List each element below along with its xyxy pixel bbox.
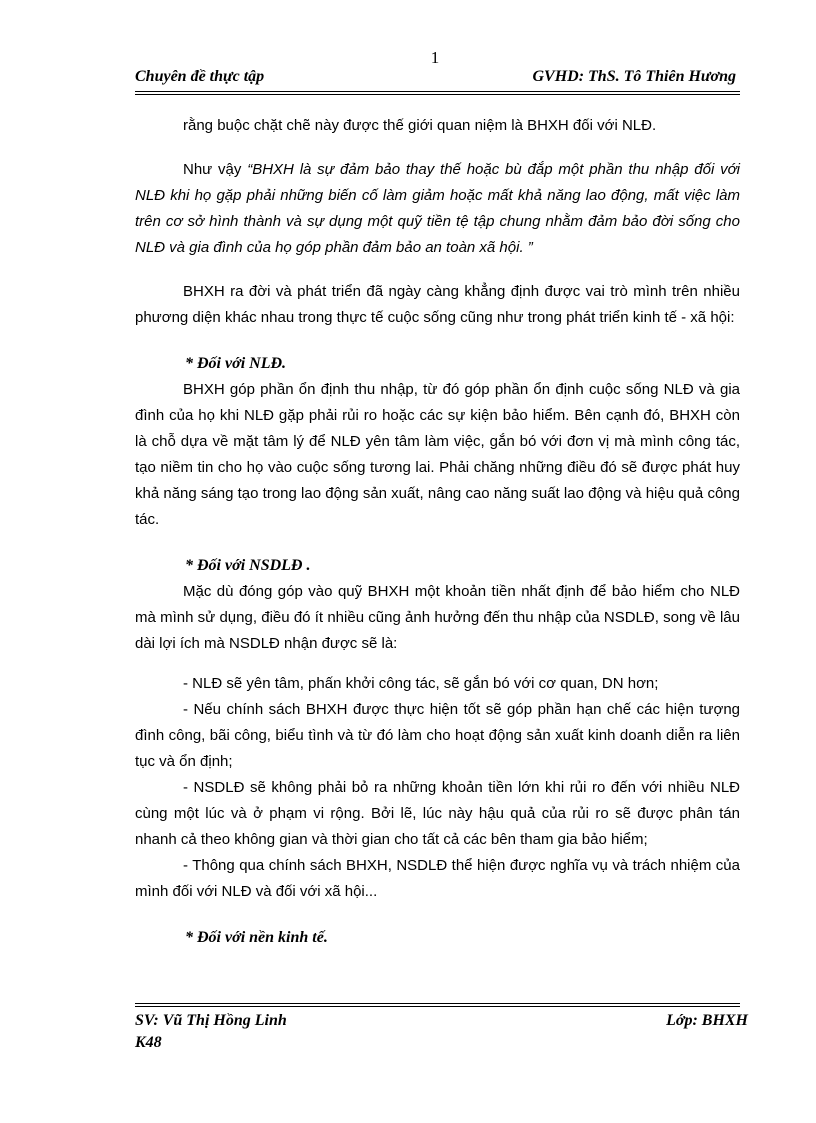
footer-cohort: K48 (135, 1034, 162, 1051)
footer-class: Lớp: BHXH (666, 1012, 748, 1029)
heading-nld: * Đối với NLĐ. (185, 355, 287, 372)
paragraph-2-prefix: Như vậy (183, 161, 248, 178)
paragraph-1: rằng buộc chặt chẽ này được thế giới quan niệm là BHXH đối với NLĐ. (183, 117, 657, 134)
header-rule-top (135, 91, 740, 92)
heading-economy: * Đối với nền kinh tế. (185, 929, 328, 946)
footer-rule-top (135, 1003, 740, 1004)
header-rule-bottom (135, 94, 740, 95)
heading-nsdld: * Đối với NSDLĐ . (185, 557, 311, 574)
footer-student: SV: Vũ Thị Hồng Linh (135, 1012, 287, 1029)
bullet-4: - Thông qua chính sách BHXH, NSDLĐ thể hiện được nghĩa vụ và trách nhiệm của mình đối với NLĐ và đối với xã hội... (135, 857, 740, 900)
document-body (135, 113, 740, 951)
paragraph-3: BHXH ra đời và phát triển đã ngày càng khẳng định được vai trò mình trên nhiều phương diện khác nhau trong thực tế cuộc sống cũng như trong phát triển kinh tế - xã hội: (135, 283, 740, 326)
paragraph-4: BHXH góp phần ổn định thu nhập, từ đó góp phần ổn định cuộc sống NLĐ và gia đình của họ khi NLĐ gặp phải rủi ro hoặc các sự kiện bảo hiểm. Bên cạnh đó, BHXH còn là chỗ dựa về mặt tâm lý để NLĐ yên tâm làm việc, gắn bó với đơn vị mà mình công tác, tạo niềm tin cho họ vào cuộc sống tương lai. Phải chăng những điều đó sẽ được phát huy khả năng sáng tạo trong lao động sản xuất, nâng cao năng suất lao động và hiệu quả công tác. (135, 381, 740, 528)
paragraph-5: Mặc dù đóng góp vào quỹ BHXH một khoản tiền nhất định để bảo hiểm cho NLĐ mà mình sử dụng, điều đó ít nhiều cũng ảnh hưởng đến thu nhập của NSDLĐ, song về lâu dài lợi ích mà NSDLĐ nhận được sẽ là: (135, 583, 740, 652)
bullet-2: - Nếu chính sách BHXH được thực hiện tốt sẽ góp phần hạn chế các hiện tượng đình công, bãi công, biểu tình và từ đó làm cho hoạt động sản xuất kinh doanh diễn ra liên tục và ổn định; (135, 701, 740, 770)
bullet-1: - NLĐ sẽ yên tâm, phấn khởi công tác, sẽ gắn bó với cơ quan, DN hơn; (183, 675, 659, 692)
page-number: 1 (430, 48, 440, 67)
footer-rule-bottom (135, 1006, 740, 1007)
header-title: Chuyên đề thực tập (135, 68, 265, 85)
definition-quote: “BHXH là sự đảm bảo thay thế hoặc bù đắp một phần thu nhập đối với NLĐ khi họ gặp phải những biến cố làm giảm hoặc mất khả năng lao động, mất việc làm trên cơ sở hình thành và sự dụng một quỹ tiền tệ tập chung nhằm đảm bảo đời sống cho NLĐ và gia đình của họ góp phần đảm bảo an toàn xã hội. ” (135, 161, 740, 256)
paragraph-2 (135, 157, 740, 261)
bullet-3: - NSDLĐ sẽ không phải bỏ ra những khoản tiền lớn khi rủi ro đến với nhiều NLĐ cùng một lúc và ở phạm vi rộng. Bởi lẽ, lúc này hậu quả của rủi ro sẽ được phân tán nhanh cả theo không gian và thời gian cho tất cả các bên tham gia bảo hiểm; (135, 779, 740, 848)
header-supervisor: GVHD: ThS. Tô Thiên Hương (532, 68, 736, 85)
